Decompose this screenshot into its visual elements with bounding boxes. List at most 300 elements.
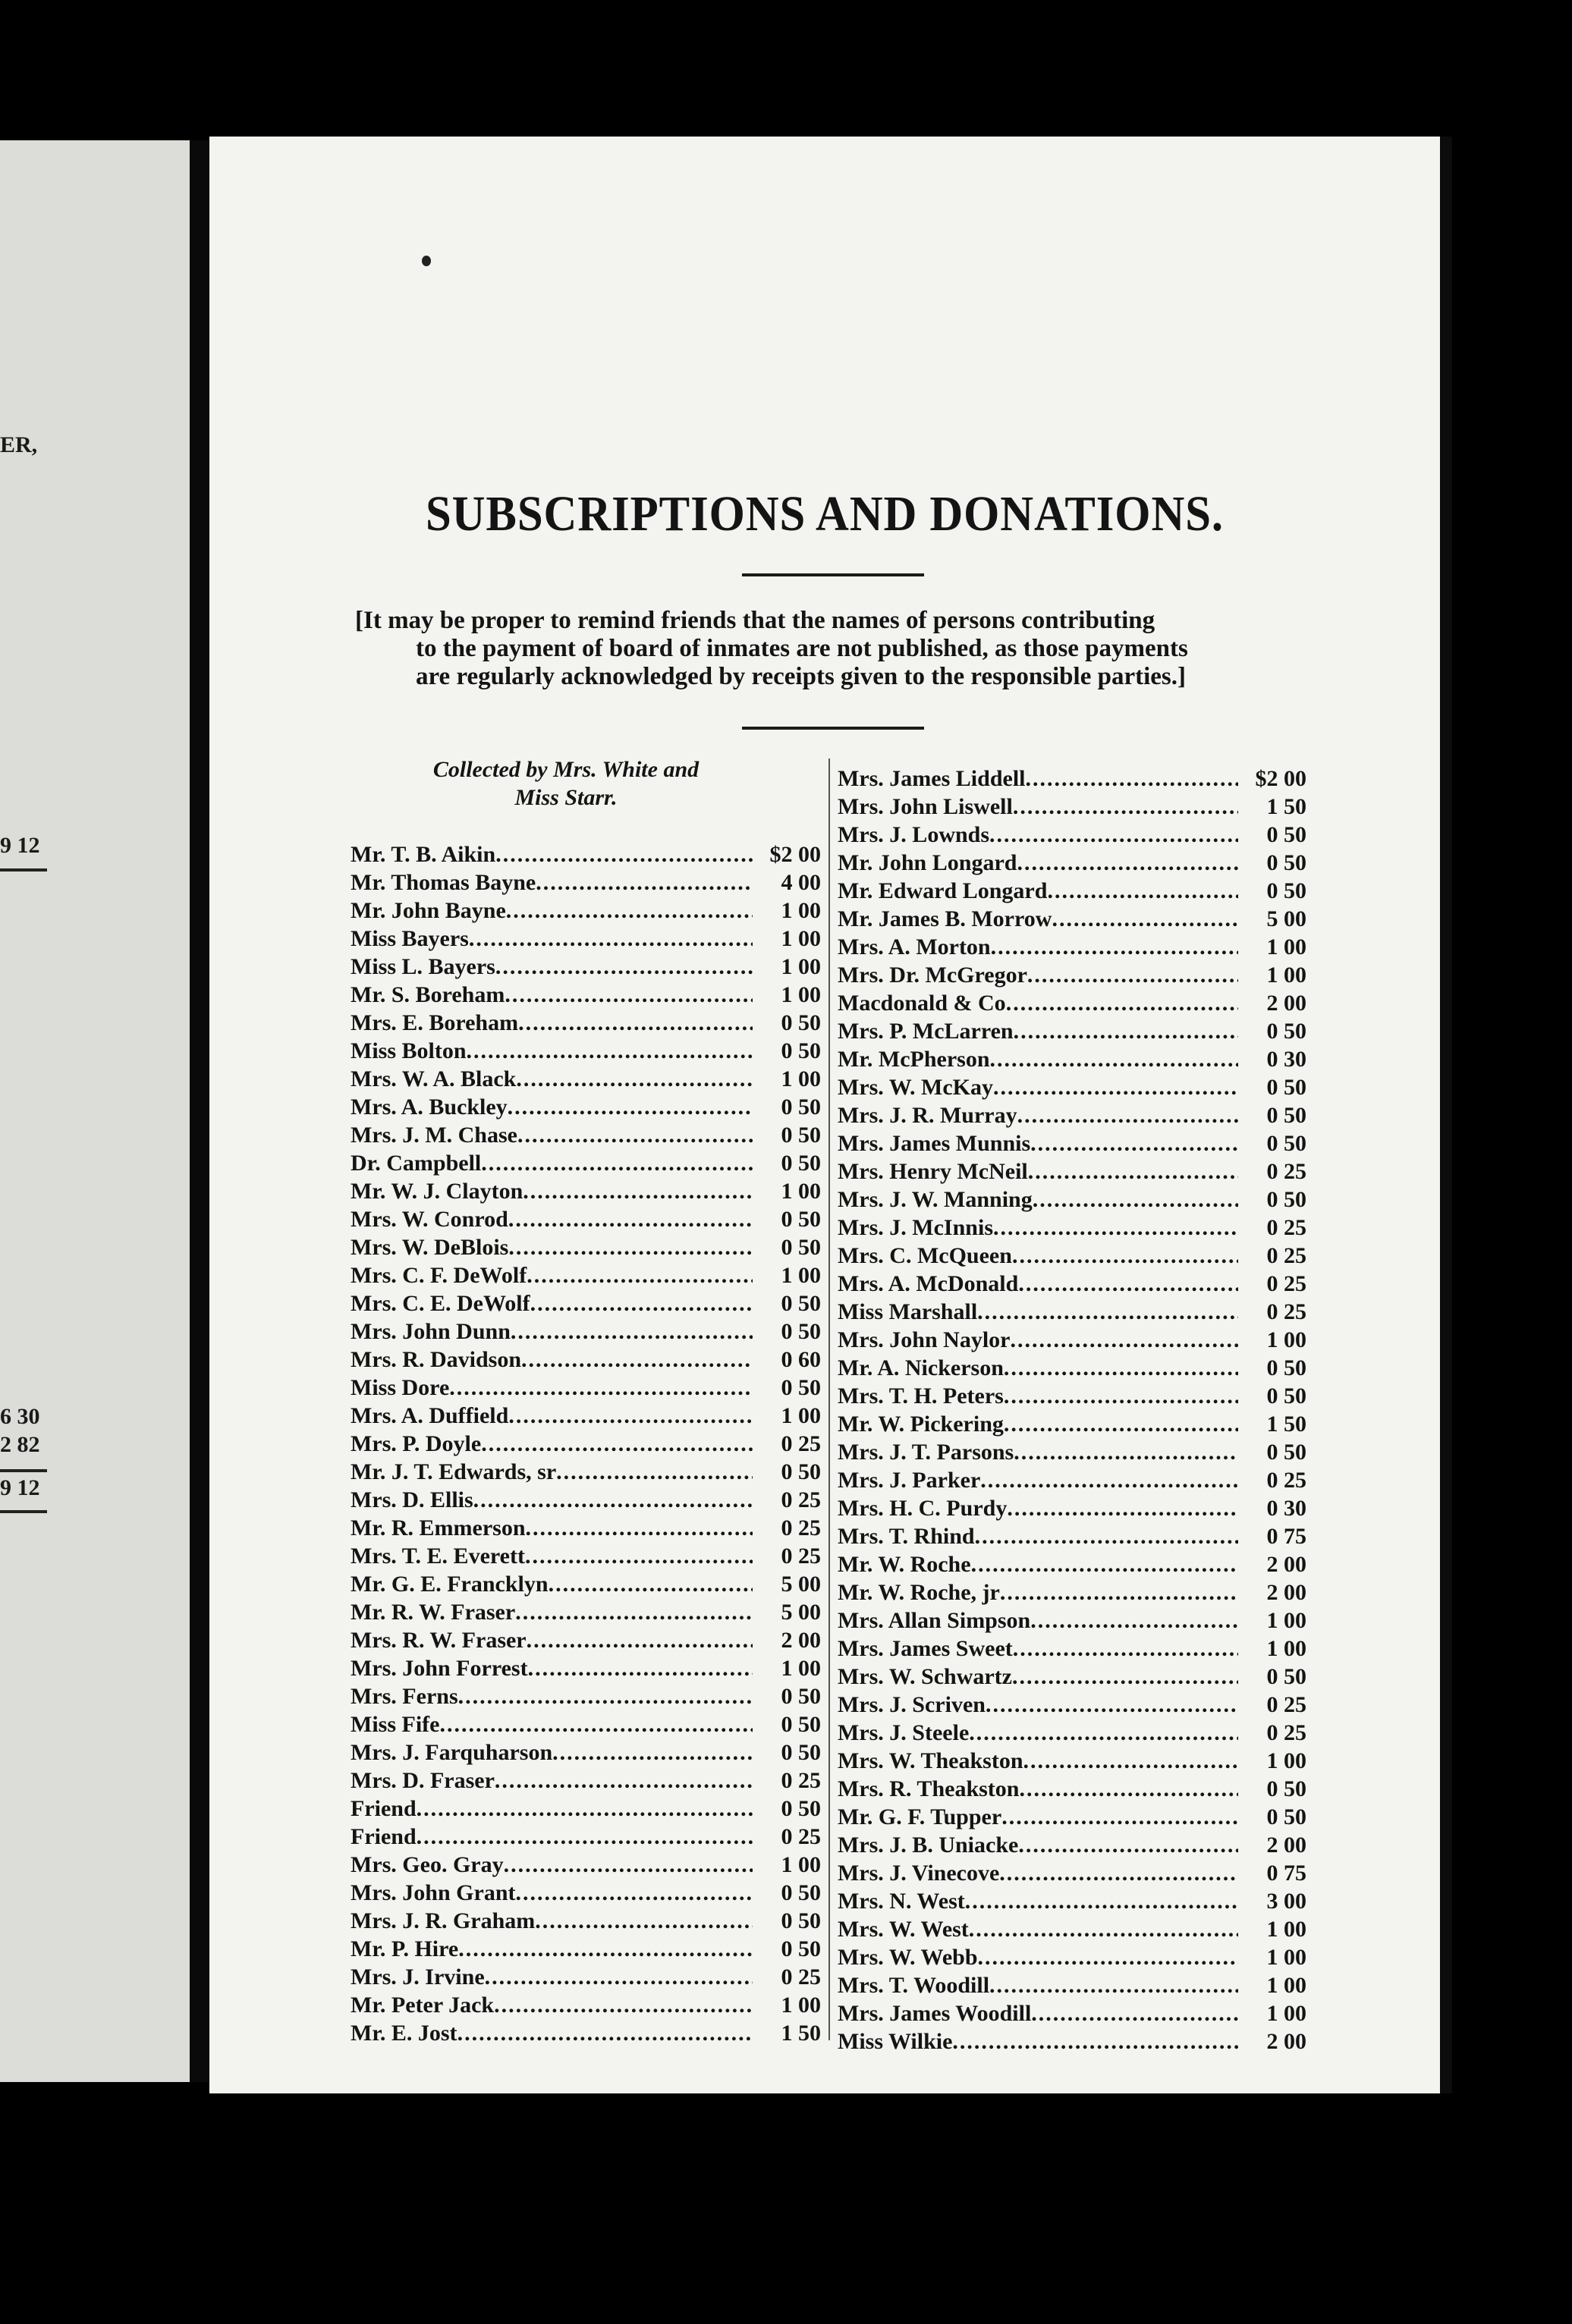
collector-line: Miss Starr.	[514, 785, 618, 810]
subscriber-entry	[838, 1186, 1306, 1214]
subscriber-entry	[838, 1494, 1306, 1522]
subscription-amount: 2 00	[1266, 991, 1306, 1016]
subscriber-entry	[838, 1410, 1306, 1438]
subscription-amount: 2 00	[781, 1628, 821, 1653]
subscriber-entry	[351, 868, 821, 897]
leader-dots	[1027, 961, 1238, 989]
subscriber-entry	[838, 1101, 1306, 1129]
subscriber-entry	[351, 1233, 821, 1261]
subscription-amount: 0 60	[781, 1347, 821, 1372]
subscription-amount: 0 25	[781, 1487, 821, 1512]
subscriber-entry	[351, 1682, 821, 1710]
subscriber-name: Mr. Thomas Bayne	[351, 870, 536, 895]
subscription-amount: $2 00	[769, 842, 821, 867]
subscription-amount: 1 00	[1266, 963, 1306, 988]
subscription-amount: 0 50	[781, 1010, 821, 1035]
subscription-amount: 0 50	[1266, 1187, 1306, 1212]
subscriber-name: Mrs. J. W. Manning	[838, 1187, 1033, 1212]
page-title: SUBSCRIPTIONS AND DONATIONS.	[425, 486, 1225, 542]
subscriber-name: Mrs. James Munnis	[838, 1131, 1031, 1156]
leader-dots	[527, 1261, 753, 1289]
subscriber-name: Mrs. J. T. Parsons	[838, 1440, 1014, 1465]
subscriber-name: Mrs. W. Schwartz	[838, 1664, 1012, 1689]
subscriber-entry	[351, 1261, 821, 1289]
subscriber-name: Mrs. Geo. Gray	[351, 1852, 504, 1877]
subscriber-entry	[351, 1795, 821, 1823]
subscriber-entry	[838, 1298, 1306, 1326]
subscriber-entry	[838, 2027, 1306, 2055]
subscriber-name: Mrs. W. McKay	[838, 1075, 993, 1100]
subscription-amount: 1 00	[781, 1263, 821, 1288]
subscriber-entry	[838, 1775, 1306, 1803]
leader-dots	[989, 821, 1238, 849]
subscriber-name: Mrs. J. Scriven	[838, 1692, 986, 1717]
subscription-amount: 2 00	[1266, 2029, 1306, 2054]
leader-dots	[1017, 849, 1238, 877]
subscriber-name: Mrs. A. Duffield	[351, 1403, 509, 1428]
leader-dots	[1012, 1663, 1238, 1691]
subscription-amount: 0 25	[781, 1431, 821, 1456]
subscriber-entry	[838, 1522, 1306, 1550]
subscriber-name: Mrs. R. W. Fraser	[351, 1628, 527, 1653]
subscription-amount: 1 00	[1266, 1748, 1306, 1773]
subscriber-entry	[838, 1270, 1306, 1298]
subscriber-name: Friend	[351, 1796, 417, 1821]
subscriber-entry	[351, 1374, 821, 1402]
subscription-amount: 0 50	[1266, 1664, 1306, 1689]
subscription-amount: 0 25	[1266, 1720, 1306, 1745]
subscriber-entry	[838, 1242, 1306, 1270]
subscriber-entry	[838, 1466, 1306, 1494]
subscriber-entry	[351, 1177, 821, 1205]
subscription-amount: 0 25	[781, 1824, 821, 1849]
leader-dots	[473, 1486, 753, 1514]
leader-dots	[458, 1682, 753, 1710]
leader-dots	[1004, 1354, 1238, 1382]
leader-dots	[1018, 1270, 1238, 1298]
subscriber-list-left	[351, 840, 821, 2047]
subscriber-name: Mrs. J. R. Murray	[838, 1103, 1017, 1128]
leader-dots	[1019, 1775, 1238, 1803]
subscriber-name: Mr. W. J. Clayton	[351, 1179, 523, 1204]
subscriber-entry	[351, 925, 821, 953]
subscriber-entry	[351, 1991, 821, 2019]
facing-page-rule	[0, 868, 47, 872]
subscriber-name: Mrs. James Liddell	[838, 766, 1026, 791]
subscription-amount: 0 50	[781, 1459, 821, 1484]
facing-page-fragment	[0, 140, 190, 2082]
subscriber-entry	[351, 1542, 821, 1570]
subscriber-name: Mrs. Allan Simpson	[838, 1608, 1031, 1633]
subscriber-name: Mrs. James Sweet	[838, 1636, 1013, 1661]
leader-dots	[528, 1654, 753, 1682]
subscriber-entry	[351, 1149, 821, 1177]
facing-page-value: 2 82	[0, 1432, 40, 1457]
subscription-amount: 0 25	[1266, 1299, 1306, 1324]
subscriber-entry	[351, 1598, 821, 1626]
subscription-amount: 0 50	[781, 1094, 821, 1120]
leader-dots	[527, 1626, 753, 1654]
subscriber-entry	[351, 1430, 821, 1458]
subscription-amount: 1 00	[781, 926, 821, 951]
subscription-amount: 0 25	[1266, 1692, 1306, 1717]
subscriber-entry	[351, 1514, 821, 1542]
leader-dots	[556, 1458, 753, 1486]
leader-dots	[439, 1710, 753, 1738]
subscriber-entry	[351, 1738, 821, 1767]
leader-dots	[506, 897, 753, 925]
subscriber-entry	[351, 1346, 821, 1374]
subscriber-name: Mr. R. Emmerson	[351, 1515, 526, 1540]
subscriber-entry	[838, 1859, 1306, 1887]
subscription-amount: 0 50	[1266, 878, 1306, 903]
note-rule	[742, 727, 924, 730]
subscription-amount: 4 00	[781, 870, 821, 895]
subscriber-entry	[838, 765, 1306, 793]
subscriber-name: Mrs. R. Davidson	[351, 1347, 522, 1372]
subscriber-entry	[351, 1065, 821, 1093]
subscriber-name: Mrs. J. Farquharson	[351, 1740, 553, 1765]
subscriber-name: Mr. P. Hire	[351, 1936, 459, 1961]
subscriber-name: Mrs. W. Theakston	[838, 1748, 1023, 1773]
subscription-amount: 2 00	[1266, 1580, 1306, 1605]
facing-page-text: ER,	[0, 432, 38, 457]
leader-dots	[969, 1719, 1238, 1747]
leader-dots	[481, 1430, 753, 1458]
leader-dots	[1013, 793, 1238, 821]
facing-page-rule	[0, 1510, 47, 1513]
contribution-note	[355, 607, 1319, 691]
subscription-amount: 5 00	[781, 1572, 821, 1597]
subscriber-entry	[838, 1438, 1306, 1466]
leader-dots	[467, 1037, 753, 1065]
subscriber-name: Mrs. C. E. DeWolf	[351, 1291, 530, 1316]
subscriber-entry	[351, 1093, 821, 1121]
subscription-amount: 0 50	[781, 1123, 821, 1148]
subscriber-name: Mrs. A. McDonald	[838, 1271, 1019, 1296]
subscriber-entry	[351, 1851, 821, 1879]
subscriber-name: Mrs. P. McLarren	[838, 1019, 1014, 1044]
subscriber-entry	[351, 981, 821, 1009]
subscriber-entry	[351, 840, 821, 868]
subscriber-entry	[838, 1831, 1306, 1859]
subscriber-entry	[838, 1719, 1306, 1747]
subscriber-name: Mrs. James Woodill	[838, 2001, 1032, 2026]
subscriber-name: Mr. McPherson	[838, 1047, 990, 1072]
leader-dots	[508, 1402, 753, 1430]
leader-dots	[1026, 765, 1239, 793]
subscriber-name: Mr. W. Roche, jr	[838, 1580, 1000, 1605]
subscriber-entry	[351, 897, 821, 925]
subscriber-name: Mrs. Ferns	[351, 1684, 458, 1709]
subscriber-entry	[351, 1570, 821, 1598]
subscriber-name: Mrs. J. McInnis	[838, 1215, 993, 1240]
book-gutter	[190, 140, 209, 2082]
leader-dots	[1018, 1831, 1238, 1859]
subscriber-name: Mrs. T. E. Everett	[351, 1544, 525, 1569]
subscriber-entry	[838, 821, 1306, 849]
leader-dots	[536, 868, 753, 897]
subscription-amount: 0 50	[781, 1796, 821, 1821]
subscriber-name: Mrs. D. Fraser	[351, 1768, 495, 1793]
subscription-amount: 1 00	[1266, 2001, 1306, 2026]
subscriber-name: Mrs. T. Woodill	[838, 1973, 990, 1998]
subscription-amount: 1 00	[1266, 1327, 1306, 1352]
subscriber-entry	[838, 1578, 1306, 1606]
subscriber-entry	[838, 793, 1306, 821]
subscription-amount: 0 25	[781, 1544, 821, 1569]
subscription-amount: 0 25	[1266, 1215, 1306, 1240]
subscription-amount: 0 25	[1266, 1243, 1306, 1268]
leader-dots	[508, 1233, 753, 1261]
subscription-amount: 0 50	[781, 1235, 821, 1260]
subscription-amount: 0 50	[1266, 1019, 1306, 1044]
subscriber-name: Mrs. J. R. Graham	[351, 1908, 536, 1933]
subscriber-name: Mrs. Dr. McGregor	[838, 963, 1027, 988]
subscription-amount: 1 00	[781, 898, 821, 923]
column-divider	[828, 758, 830, 2040]
leader-dots	[1047, 877, 1238, 905]
leader-dots	[469, 925, 753, 953]
subscriber-entry	[351, 1963, 821, 1991]
subscription-amount: 0 50	[1266, 1075, 1306, 1100]
subscription-amount: 1 00	[781, 1656, 821, 1681]
subscriber-name: Mr. John Longard	[838, 850, 1017, 875]
subscriber-name: Mrs. J. B. Uniacke	[838, 1833, 1019, 1858]
subscriber-entry	[351, 1710, 821, 1738]
leader-dots	[508, 1205, 753, 1233]
subscription-amount: 0 50	[1266, 1103, 1306, 1128]
subscription-amount: 0 25	[1266, 1468, 1306, 1493]
subscriber-entry	[351, 953, 821, 981]
leader-dots	[485, 1963, 753, 1991]
subscriber-list-right	[838, 765, 1306, 2055]
facing-page-total: 9 12	[0, 1475, 40, 1500]
subscriber-name: Mrs. J. Parker	[838, 1468, 981, 1493]
subscriber-entry	[838, 961, 1306, 989]
leader-dots	[989, 1971, 1238, 1999]
subscription-amount: 0 50	[1266, 1440, 1306, 1465]
subscriber-entry	[351, 1458, 821, 1486]
subscription-amount: 0 50	[781, 1207, 821, 1232]
subscriber-name: Mr. Peter Jack	[351, 1993, 495, 2018]
subscription-amount: 1 00	[1266, 1636, 1306, 1661]
leader-dots	[417, 1795, 753, 1823]
subscriber-name: Mrs. John Naylor	[838, 1327, 1011, 1352]
subscription-amount: 1 50	[781, 2021, 821, 2046]
subscriber-name: Mrs. J. Vinecove	[838, 1861, 1000, 1886]
subscription-amount: 0 50	[781, 1712, 821, 1737]
subscription-amount: 1 50	[1266, 794, 1306, 819]
leader-dots	[977, 1298, 1238, 1326]
leader-dots	[1014, 1017, 1238, 1045]
subscriber-entry	[838, 1129, 1306, 1157]
facing-page-rule	[0, 1469, 47, 1472]
subscriber-name: Mrs. T. Rhind	[838, 1524, 975, 1549]
subscriber-name: Mr. James B. Morrow	[838, 906, 1052, 931]
leader-dots	[523, 1177, 753, 1205]
leader-dots	[417, 1823, 753, 1851]
subscription-amount: 0 50	[781, 1684, 821, 1709]
subscriber-name: Mr. W. Pickering	[838, 1412, 1004, 1437]
subscriber-name: Mrs. John Dunn	[351, 1319, 511, 1344]
subscription-amount: 1 00	[781, 1066, 821, 1091]
subscriber-entry	[351, 1402, 821, 1430]
subscriber-name: Miss Fife	[351, 1712, 440, 1737]
subscriber-name: Mrs. A. Buckley	[351, 1094, 508, 1120]
subscriber-name: Macdonald & Co	[838, 991, 1006, 1016]
leader-dots	[508, 1093, 753, 1121]
ink-spot	[422, 256, 431, 266]
collector-line: Collected by Mrs. White and	[432, 757, 700, 782]
subscriber-name: Miss Bolton	[351, 1038, 467, 1063]
subscriber-entry	[838, 1803, 1306, 1831]
subscriber-entry	[838, 989, 1306, 1017]
leader-dots	[521, 1346, 753, 1374]
subscriber-name: Mrs. J. Steele	[838, 1720, 970, 1745]
subscription-amount: 1 00	[781, 1403, 821, 1428]
subscription-amount: 5 00	[1266, 906, 1306, 931]
leader-dots	[993, 1073, 1238, 1101]
subscription-amount: 1 00	[1266, 1945, 1306, 1970]
subscriber-name: Mr. J. T. Edwards, sr	[351, 1459, 557, 1484]
subscriber-entry	[351, 1935, 821, 1963]
leader-dots	[1013, 1635, 1238, 1663]
subscription-amount: 0 25	[1266, 1271, 1306, 1296]
subscriber-entry	[351, 1205, 821, 1233]
subscriber-name: Mrs. N. West	[838, 1889, 965, 1914]
note-line: [It may be proper to remind friends that the names of persons contributing	[355, 607, 1155, 634]
subscriber-entry	[838, 1214, 1306, 1242]
subscriber-entry	[351, 1879, 821, 1907]
subscriber-name: Miss Dore	[351, 1375, 450, 1400]
subscriber-entry	[838, 1073, 1306, 1101]
subscription-amount: 0 50	[781, 1936, 821, 1961]
subscriber-name: Mrs. W. Conrod	[351, 1207, 508, 1232]
subscription-amount: 1 00	[781, 1852, 821, 1877]
subscriber-entry	[351, 2019, 821, 2047]
subscription-amount: 0 30	[1266, 1047, 1306, 1072]
subscriber-name: Mrs. H. C. Purdy	[838, 1496, 1008, 1521]
leader-dots	[1011, 1326, 1239, 1354]
subscription-amount: $2 00	[1255, 766, 1306, 791]
subscriber-entry	[838, 1915, 1306, 1943]
subscription-amount: 0 50	[781, 1291, 821, 1316]
subscriber-entry	[838, 1635, 1306, 1663]
title-rule	[742, 573, 924, 576]
subscription-amount: 0 75	[1266, 1524, 1306, 1549]
leader-dots	[1028, 1157, 1238, 1186]
leader-dots	[518, 1009, 753, 1037]
subscription-amount: 0 75	[1266, 1861, 1306, 1886]
subscription-amount: 0 25	[781, 1768, 821, 1793]
leader-dots	[1017, 1101, 1238, 1129]
subscriber-name: Mrs. Henry McNeil	[838, 1159, 1028, 1184]
leader-dots	[1004, 1382, 1238, 1410]
subscription-amount: 0 50	[781, 1880, 821, 1905]
subscription-amount: 0 50	[1266, 850, 1306, 875]
subscription-amount: 1 00	[781, 1993, 821, 2018]
subscriber-name: Mrs. R. Theakston	[838, 1776, 1020, 1801]
leader-dots	[549, 1570, 753, 1598]
subscription-amount: 0 50	[781, 1908, 821, 1933]
leader-dots	[494, 1991, 753, 2019]
leader-dots	[530, 1289, 753, 1317]
leader-dots	[1012, 1242, 1238, 1270]
leader-dots	[1031, 1999, 1238, 2027]
subscriber-name: Mrs. W. Webb	[838, 1945, 978, 1970]
leader-dots	[978, 1943, 1239, 1971]
leader-dots	[495, 953, 753, 981]
subscriber-entry	[351, 1823, 821, 1851]
subscription-amount: 1 00	[781, 982, 821, 1007]
subscription-amount: 0 50	[781, 1319, 821, 1344]
subscriber-entry	[351, 1626, 821, 1654]
subscriber-entry	[351, 1486, 821, 1514]
leader-dots	[990, 1045, 1238, 1073]
subscription-amount: 2 00	[1266, 1833, 1306, 1858]
subscriber-name: Mr. A. Nickerson	[838, 1355, 1004, 1380]
note-line: are regularly acknowledged by receipts given to the responsible parties.]	[416, 663, 1186, 690]
leader-dots	[458, 1935, 753, 1963]
leader-dots	[980, 1466, 1238, 1494]
subscriber-entry	[838, 1663, 1306, 1691]
subscriber-name: Miss L. Bayers	[351, 954, 495, 979]
subscriber-name: Mrs. J. Lownds	[838, 822, 990, 847]
leader-dots	[525, 1542, 753, 1570]
subscriber-entry	[838, 905, 1306, 933]
leader-dots	[1023, 1747, 1238, 1775]
leader-dots	[971, 1550, 1238, 1578]
subscriber-name: Mrs. E. Boreham	[351, 1010, 519, 1035]
facing-page-total: 9 12	[0, 833, 40, 858]
leader-dots	[516, 1065, 753, 1093]
subscription-amount: 1 00	[1266, 934, 1306, 959]
subscriber-entry	[838, 849, 1306, 877]
subscriber-entry	[351, 1767, 821, 1795]
subscriber-name: Mrs. John Grant	[351, 1880, 516, 1905]
subscriber-entry	[351, 1317, 821, 1346]
subscriber-entry	[838, 1971, 1306, 1999]
subscriber-name: Miss Wilkie	[838, 2029, 953, 2054]
leader-dots	[999, 1859, 1238, 1887]
subscription-amount: 1 00	[1266, 1973, 1306, 1998]
subscriber-name: Mrs. W. A. Black	[351, 1066, 517, 1091]
subscriber-entry	[838, 1887, 1306, 1915]
subscriber-name: Mrs. T. H. Peters	[838, 1383, 1004, 1409]
leader-dots	[991, 933, 1238, 961]
subscription-amount: 3 00	[1266, 1889, 1306, 1914]
subscription-amount: 1 00	[781, 954, 821, 979]
leader-dots	[516, 1879, 753, 1907]
leader-dots	[965, 1887, 1238, 1915]
leader-dots	[1001, 1803, 1238, 1831]
leader-dots	[986, 1691, 1238, 1719]
subscriber-name: Mr. W. Roche	[838, 1552, 971, 1577]
subscriber-entry	[351, 1289, 821, 1317]
subscription-amount: 1 00	[1266, 1608, 1306, 1633]
subscriber-name: Mrs. A. Morton	[838, 934, 991, 959]
leader-dots	[1007, 1494, 1238, 1522]
subscription-amount: 0 25	[1266, 1159, 1306, 1184]
leader-dots	[1004, 1410, 1238, 1438]
leader-dots	[495, 840, 753, 868]
subscriber-name: Mrs. John Liswell	[838, 794, 1013, 819]
leader-dots	[535, 1907, 753, 1935]
leader-dots	[1030, 1129, 1238, 1157]
subscriber-name: Mr. R. W. Fraser	[351, 1600, 516, 1625]
subscription-amount: 0 25	[781, 1515, 821, 1540]
